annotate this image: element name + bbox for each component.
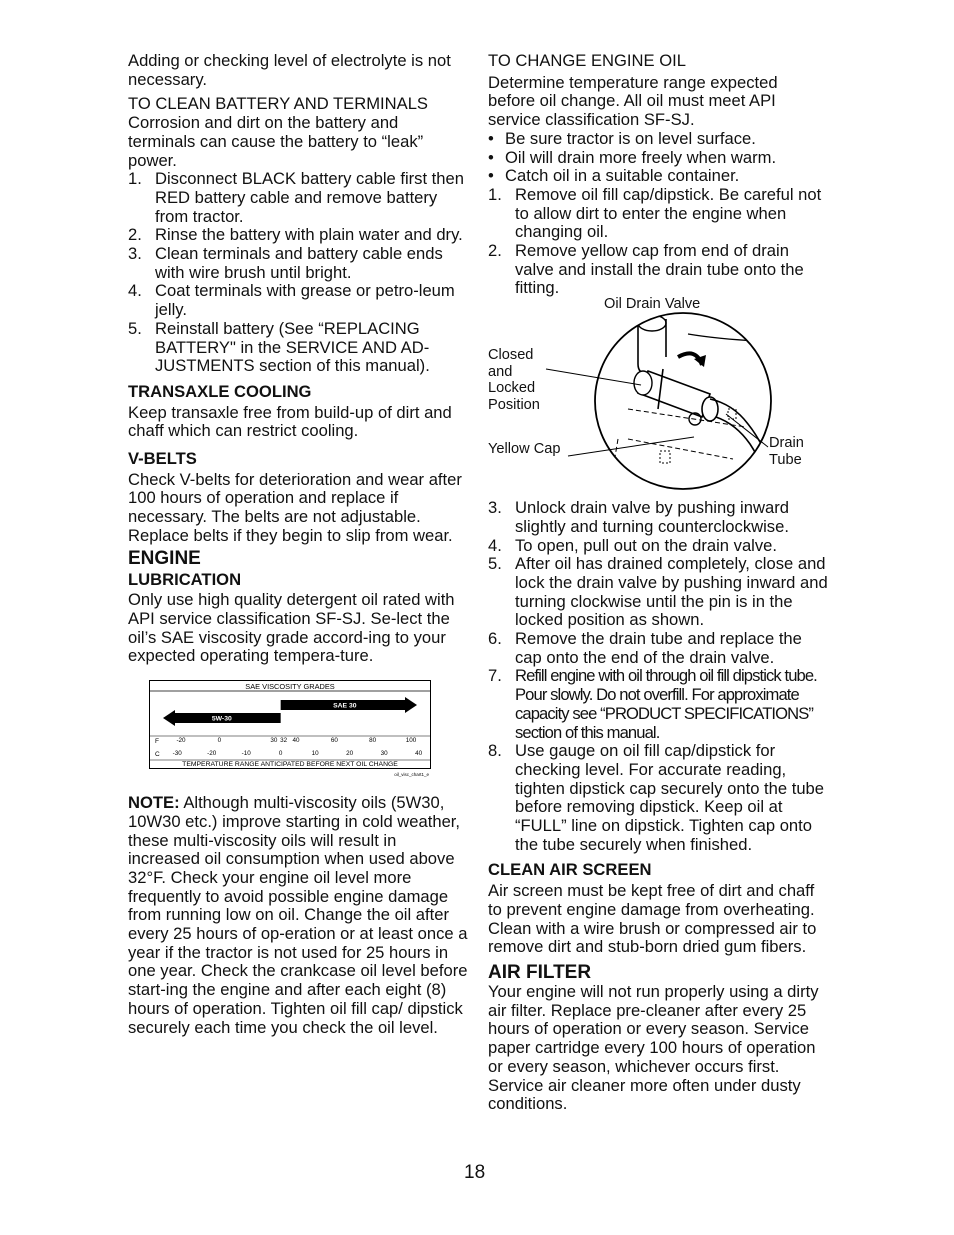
oil-steps-a: [488, 186, 828, 298]
oil-heading: TO CHANGE ENGINE OIL: [488, 51, 686, 70]
note-text: Although multi-viscosity oils (5W30, 10W30 etc.) improve starting in cold weather, these multi-viscosity oils will result in increased oil consumption when used above 32°F. Check your engine oil level more frequently to avoid possible engine damage from running low on oil. Change the oil after every 25 hours of op-eration or at least once a year if the tractor is not used for 25 hours in one year. Check the crankcase oil level before start-ing the engine and after each eight (8) hours of operation. Tighten oil fill cap/ dipstick securely each time you check the oil level.: [128, 793, 468, 1037]
tick-label: -20: [176, 737, 186, 745]
list-item: 1. Remove oil fill cap/dipstick. Be careful not to allow dirt to enter the engine when changing oil.: [488, 184, 822, 242]
note-paragraph: [128, 794, 468, 1037]
chart-x-label: TEMPERATURE RANGE ANTICIPATED BEFORE NEXT OIL CHANGE: [182, 761, 398, 769]
list-item: 4. To open, pull out on the drain valve.: [488, 535, 777, 555]
tick-label: 80: [369, 737, 377, 745]
list-item: • Be sure tractor is on level surface.: [488, 128, 756, 148]
drain-valve-diagram: [488, 296, 828, 499]
electrolyte-note: Adding or checking level of electrolyte is not necessary.: [128, 51, 451, 89]
left-column: [128, 52, 468, 1037]
transaxle-text: Keep transaxle free from build-up of dirt and chaff which can restrict cooling.: [128, 402, 452, 441]
chart-code: oil_visc_chart1_e: [394, 772, 429, 778]
tick-label: 10: [311, 750, 319, 758]
list-item: 4. Coat terminals with grease or petro-leum jelly.: [128, 281, 455, 320]
list-item: 3. Clean terminals and battery cable ends with wire brush until bright.: [128, 244, 443, 282]
tick-label: 100: [405, 737, 417, 745]
drain-tube-label: Drain Tube: [769, 435, 804, 468]
tick-label: 32: [280, 737, 288, 745]
list-item: 5. After oil has drained completely, close and lock the drain valve by pushing inward and turning clockwise until the pin is in the locked position as shown.: [488, 554, 828, 630]
tick-label: 60: [330, 737, 338, 745]
tick-label: 40: [292, 737, 300, 745]
tick-label: -30: [172, 750, 182, 758]
list-item: 1. Disconnect BLACK battery cable first then RED battery cable and remove battery from tractor.: [128, 169, 464, 226]
yellow-cap-label: Yellow Cap: [488, 441, 561, 458]
tick-label: -10: [241, 750, 251, 758]
lubrication-text: Only use high quality detergent oil rated with API service classification SF-SJ. Se-lect the oil’s SAE viscosity grade accord-ing to your expected operating tempera-ture.: [128, 590, 455, 666]
page-number: 18: [464, 1162, 486, 1183]
vbelts-heading: V-BELTS: [128, 449, 197, 469]
chart-frame: [150, 681, 431, 769]
engine-heading: ENGINE: [128, 547, 201, 569]
right-column: [488, 52, 828, 1114]
list-item: 5. Reinstall battery (See “REPLACING BATTERY" in the SERVICE AND AD-JUSTMENTS section of this manual).: [128, 318, 430, 376]
list-item: 7. Refill engine with oil through oil fill dipstick tube. Pour slowly. Do not overfill. For approximate capacity see “PRODUCT SPECIFICATIONS” section of this manual.: [488, 666, 817, 742]
list-item: 6. Remove the drain tube and replace the cap onto the end of the drain valve.: [488, 629, 802, 667]
oil-intro: Determine temperature range expected before oil change. All oil must meet API service classification SF-SJ.: [488, 72, 778, 130]
tick-label: 40: [415, 750, 423, 758]
list-item: 2. Rinse the battery with plain water and dry.: [128, 225, 463, 245]
lubrication-heading: LUBRICATION: [128, 569, 242, 589]
viscosity-chart-svg: [149, 680, 431, 780]
battery-steps: [128, 170, 468, 376]
list-item: 3. Unlock drain valve by pushing inward slightly and turning counterclockwise.: [488, 498, 789, 536]
viscosity-chart: [149, 680, 431, 780]
air-filter-text-2: Service air cleaner more often under dusty conditions.: [488, 1075, 801, 1114]
tick-label: -20: [207, 750, 217, 758]
closed-locked-label: Closed and Locked Position: [488, 347, 540, 413]
chart-bar-label: SAE 30: [333, 702, 357, 710]
air-filter-text: Your engine will not run properly using a dirty air filter. Replace pre-cleaner after every 25 hours of operation or every season. Service paper cartridge every 100 hours of operation or every season, whichever occurs first.: [488, 982, 819, 1076]
oil-steps-b: [488, 499, 828, 854]
chart-bar-label: 5W-30: [211, 715, 232, 723]
battery-intro: Corrosion and dirt on the battery and terminals can cause the battery to “leak” power.: [128, 113, 424, 170]
tick-label: 30: [270, 737, 278, 745]
list-item: • Catch oil in a suitable container.: [488, 166, 740, 186]
tick-label: 30: [380, 750, 388, 758]
air-screen-heading: CLEAN AIR SCREEN: [488, 859, 652, 879]
air-screen-text: Air screen must be kept free of dirt and chaff to prevent engine damage from overheating. Clean with a wire brush or compressed air to remove dirt and stub-born dried gum fibers.: [488, 881, 817, 957]
list-item: 2. Remove yellow cap from end of drain valve and install the drain tube onto the fitting.: [488, 241, 804, 298]
f-unit-label: F: [155, 738, 159, 746]
tick-label: 20: [346, 750, 354, 758]
vbelts-text: Check V-belts for deterioration and wear after 100 hours of operation and replace if necessary. The belts are not adjustable. Replace belts if they begin to slip from wear.: [128, 469, 462, 545]
air-filter-heading: AIR FILTER: [488, 962, 592, 984]
list-item: 8. Use gauge on oil fill cap/dipstick for checking level. For accurate reading, tighten dipstick cap securely onto the tube before removing dipstick. Keep oil at “FULL” line on dipstick. Tighten cap onto the tube securely when finished.: [488, 741, 825, 854]
list-item: • Oil will drain more freely when warm.: [488, 147, 777, 167]
note-label: NOTE:: [128, 793, 180, 813]
tick-label: 0: [217, 737, 222, 745]
diagram-title: Oil Drain Valve: [604, 296, 701, 313]
c-unit-label: C: [155, 751, 160, 759]
chart-title: SAE VISCOSITY GRADES: [245, 682, 335, 692]
oil-bullets: [488, 130, 828, 186]
tick-label: 0: [278, 750, 283, 758]
transaxle-heading: TRANSAXLE COOLING: [128, 381, 312, 401]
battery-heading: TO CLEAN BATTERY AND TERMINALS: [128, 94, 428, 114]
